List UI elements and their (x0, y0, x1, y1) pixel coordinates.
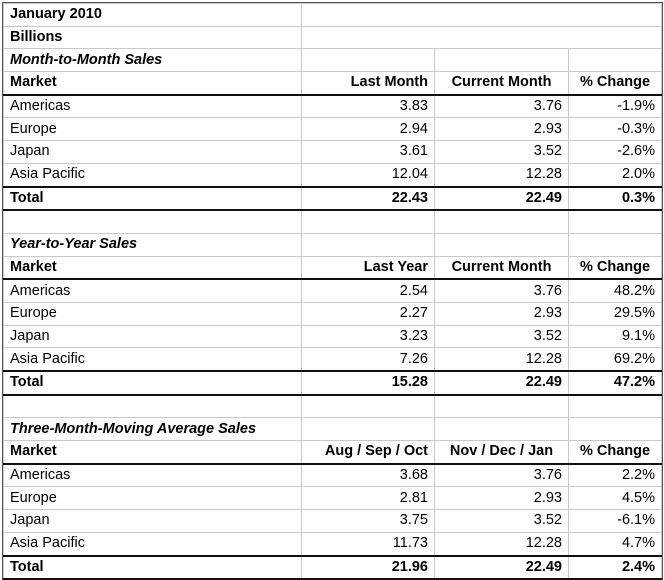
empty-cell[interactable] (435, 395, 569, 418)
column-header-change[interactable]: % Change (569, 441, 662, 464)
total-label[interactable]: Total (4, 187, 302, 211)
empty-cell[interactable] (569, 395, 662, 418)
table-row (4, 348, 662, 371)
value-cell[interactable]: 3.83 (302, 95, 435, 118)
value-cell[interactable]: 7.26 (302, 348, 435, 371)
spacer-row (4, 395, 662, 418)
change-cell[interactable]: 69.2% (569, 348, 662, 371)
value-cell[interactable]: 3.52 (435, 510, 569, 533)
table-row (4, 325, 662, 348)
empty-cell[interactable] (569, 233, 662, 256)
market-cell[interactable]: Japan (4, 510, 302, 533)
header-row-period (4, 4, 662, 27)
market-cell[interactable]: Europe (4, 487, 302, 510)
market-cell[interactable]: Europe (4, 118, 302, 141)
column-header-row (4, 72, 662, 95)
value-cell[interactable]: 2.81 (302, 487, 435, 510)
empty-cell[interactable] (435, 233, 569, 256)
total-change[interactable]: 47.2% (569, 371, 662, 395)
value-cell[interactable]: 3.52 (435, 141, 569, 164)
value-cell[interactable]: 3.61 (302, 141, 435, 164)
column-header-row (4, 441, 662, 464)
change-cell[interactable]: -6.1% (569, 510, 662, 533)
table-row (4, 141, 662, 164)
total-label[interactable]: Total (4, 371, 302, 395)
empty-cell[interactable] (302, 4, 662, 27)
column-header-change[interactable]: % Change (569, 256, 662, 279)
empty-cell[interactable] (302, 49, 435, 72)
value-cell[interactable]: 3.76 (435, 95, 569, 118)
column-header-current[interactable]: Current Month (435, 72, 569, 95)
column-header-previous[interactable]: Last Month (302, 72, 435, 95)
market-cell[interactable]: Japan (4, 141, 302, 164)
value-cell[interactable]: 2.54 (302, 279, 435, 302)
column-header-market[interactable]: Market (4, 72, 302, 95)
change-cell[interactable]: 9.1% (569, 325, 662, 348)
value-cell[interactable]: 11.73 (302, 532, 435, 555)
value-cell[interactable]: 3.75 (302, 510, 435, 533)
header-row-unit (4, 26, 662, 49)
empty-cell[interactable] (435, 418, 569, 441)
total-value[interactable]: 22.49 (435, 187, 569, 211)
change-cell[interactable]: -2.6% (569, 141, 662, 164)
total-value[interactable]: 22.49 (435, 371, 569, 395)
period-cell[interactable]: January 2010 (4, 4, 302, 27)
change-cell[interactable]: 2.0% (569, 163, 662, 186)
empty-cell[interactable] (4, 210, 302, 233)
section-title[interactable]: Three-Month-Moving Average Sales (4, 418, 302, 441)
change-cell[interactable]: -0.3% (569, 118, 662, 141)
empty-cell[interactable] (4, 395, 302, 418)
empty-cell[interactable] (435, 210, 569, 233)
table-row (4, 163, 662, 186)
table-row (4, 487, 662, 510)
value-cell[interactable]: 2.94 (302, 118, 435, 141)
total-value[interactable]: 22.49 (435, 556, 569, 580)
table-row (4, 118, 662, 141)
table-row (4, 510, 662, 533)
unit-cell[interactable]: Billions (4, 26, 302, 49)
market-cell[interactable]: Europe (4, 302, 302, 325)
empty-cell[interactable] (302, 418, 435, 441)
table-row (4, 532, 662, 555)
spacer-row (4, 210, 662, 233)
section-title[interactable]: Month-to-Month Sales (4, 49, 302, 72)
total-change[interactable]: 2.4% (569, 556, 662, 580)
value-cell[interactable]: 12.28 (435, 163, 569, 186)
table-row (4, 464, 662, 487)
empty-cell[interactable] (569, 418, 662, 441)
column-header-row (4, 256, 662, 279)
column-header-previous[interactable]: Last Year (302, 256, 435, 279)
value-cell[interactable]: 12.04 (302, 163, 435, 186)
empty-cell[interactable] (569, 210, 662, 233)
value-cell[interactable]: 2.27 (302, 302, 435, 325)
market-cell[interactable]: Americas (4, 279, 302, 302)
empty-cell[interactable] (569, 49, 662, 72)
change-cell[interactable]: 48.2% (569, 279, 662, 302)
market-cell[interactable]: Asia Pacific (4, 532, 302, 555)
total-value[interactable]: 22.43 (302, 187, 435, 211)
value-cell[interactable]: 12.28 (435, 532, 569, 555)
table-row (4, 279, 662, 302)
section-title-row (4, 233, 662, 256)
value-cell[interactable]: 2.93 (435, 302, 569, 325)
empty-cell[interactable] (435, 49, 569, 72)
change-cell[interactable]: 29.5% (569, 302, 662, 325)
column-header-market[interactable]: Market (4, 441, 302, 464)
section-title[interactable]: Year-to-Year Sales (4, 233, 302, 256)
column-header-previous[interactable]: Aug / Sep / Oct (302, 441, 435, 464)
empty-cell[interactable] (302, 395, 435, 418)
total-row (4, 371, 662, 395)
empty-cell[interactable] (302, 233, 435, 256)
column-header-current[interactable]: Nov / Dec / Jan (435, 441, 569, 464)
value-cell[interactable]: 3.68 (302, 464, 435, 487)
change-cell[interactable]: 4.5% (569, 487, 662, 510)
column-header-current[interactable]: Current Month (435, 256, 569, 279)
column-header-change[interactable]: % Change (569, 72, 662, 95)
total-row (4, 187, 662, 211)
column-header-market[interactable]: Market (4, 256, 302, 279)
sales-table (3, 3, 662, 580)
market-cell[interactable]: Americas (4, 464, 302, 487)
value-cell[interactable]: 3.76 (435, 279, 569, 302)
market-cell[interactable]: Americas (4, 95, 302, 118)
total-label[interactable]: Total (4, 556, 302, 580)
value-cell[interactable]: 3.52 (435, 325, 569, 348)
market-cell[interactable]: Japan (4, 325, 302, 348)
market-cell[interactable]: Asia Pacific (4, 163, 302, 186)
value-cell[interactable]: 12.28 (435, 348, 569, 371)
total-value[interactable]: 15.28 (302, 371, 435, 395)
change-cell[interactable]: 4.7% (569, 532, 662, 555)
total-change[interactable]: 0.3% (569, 187, 662, 211)
empty-cell[interactable] (302, 26, 662, 49)
value-cell[interactable]: 2.93 (435, 118, 569, 141)
change-cell[interactable]: 2.2% (569, 464, 662, 487)
table-row (4, 95, 662, 118)
value-cell[interactable]: 2.93 (435, 487, 569, 510)
table-row (4, 302, 662, 325)
value-cell[interactable]: 3.76 (435, 464, 569, 487)
market-cell[interactable]: Asia Pacific (4, 348, 302, 371)
empty-cell[interactable] (302, 210, 435, 233)
value-cell[interactable]: 3.23 (302, 325, 435, 348)
section-title-row (4, 49, 662, 72)
total-value[interactable]: 21.96 (302, 556, 435, 580)
section-title-row (4, 418, 662, 441)
change-cell[interactable]: -1.9% (569, 95, 662, 118)
